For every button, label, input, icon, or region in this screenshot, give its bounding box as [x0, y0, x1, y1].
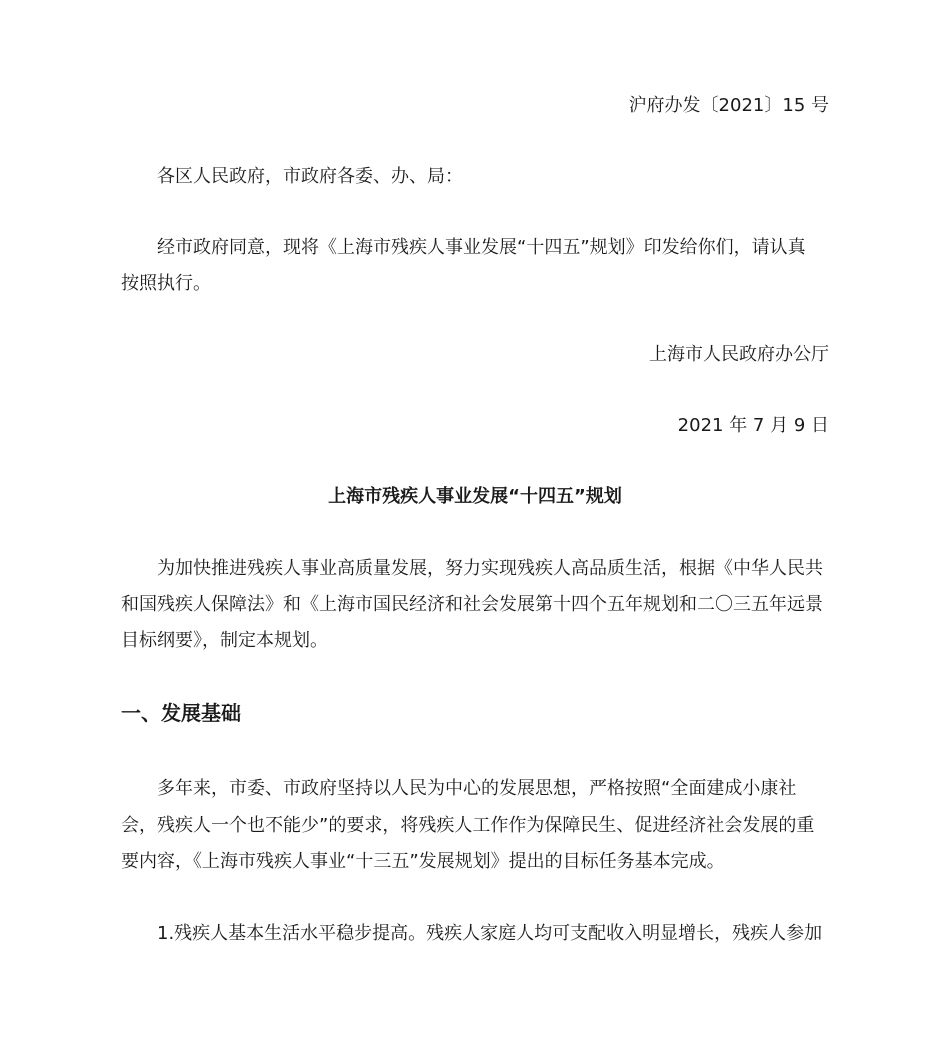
issuer: 上海市人民政府办公厅 [649, 344, 829, 365]
section-1-paragraph-2-line-1: 1.残疾人基本生活水平稳步提高。残疾人家庭人均可支配收入明显增长，残疾人参加 [157, 923, 823, 944]
section-1-paragraph-1-line-1: 多年来，市委、市政府坚持以人民为中心的发展思想，严格按照“全面建成小康社 [157, 778, 797, 799]
notice-text-line-1: 经市政府同意，现将《上海市残疾人事业发展“十四五”规划》印发给你们，请认真 [157, 237, 806, 258]
intro-line-3: 目标纲要》，制定本规划。 [121, 630, 328, 651]
intro-line-2: 和国残疾人保障法》和《上海市国民经济和社会发展第十四个五年规划和二〇三五年远景 [121, 594, 823, 615]
section-1-paragraph-1-line-2: 会，残疾人一个也不能少”的要求，将残疾人工作作为保障民生、促进经济社会发展的重 [121, 815, 815, 836]
notice-text-line-2: 按照执行。 [121, 273, 211, 294]
document-title: 上海市残疾人事业发展“十四五”规划 [328, 486, 622, 507]
document-number: 沪府办发〔2021〕15 号 [628, 95, 829, 116]
salutation: 各区人民政府，市政府各委、办、局： [157, 166, 463, 187]
issue-date: 2021 年 7 月 9 日 [677, 415, 829, 436]
section-1-heading: 一、发展基础 [121, 701, 241, 725]
section-1-paragraph-1-line-3: 要内容，《上海市残疾人事业“十三五”发展规划》提出的目标任务基本完成。 [121, 851, 725, 872]
intro-line-1: 为加快推进残疾人事业高质量发展，努力实现残疾人高品质生活，根据《中华人民共 [157, 558, 823, 579]
